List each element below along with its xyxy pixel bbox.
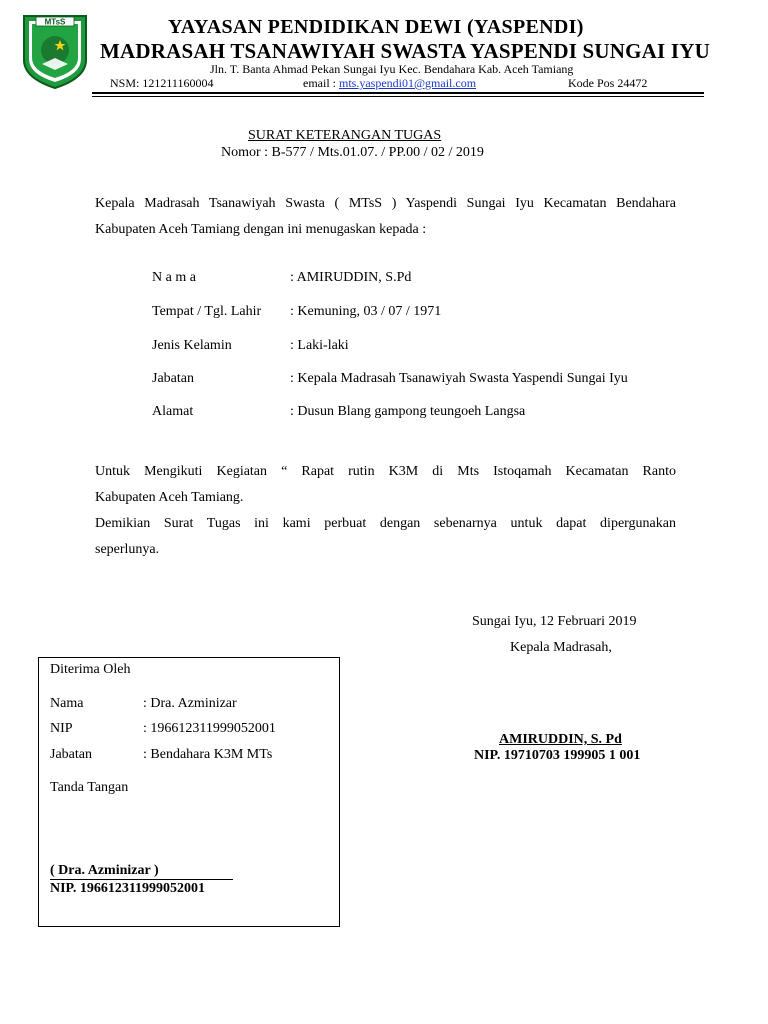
letter-number: Nomor : B-577 / Mts.01.07. / PP.00 / 02 / 2019	[221, 145, 484, 160]
field-value-gender: : Laki-laki	[290, 338, 349, 353]
field-value-name: : AMIRUDDIN, S.Pd	[290, 270, 412, 285]
place-date: Sungai Iyu, 12 Februari 2019	[472, 614, 637, 629]
header-rule-thin	[92, 96, 704, 97]
email-link[interactable]: mts.yaspendi01@gmail.com	[339, 76, 477, 90]
school-logo	[20, 12, 90, 90]
received-value-name: : Dra. Azminizar	[143, 696, 237, 711]
email-label: email :	[303, 76, 336, 90]
sign-label: Tanda Tangan	[50, 780, 129, 795]
intro-line: Kabupaten Aceh Tamiang dengan ini menugaskan kepada :	[95, 222, 427, 237]
logo-text: MTsS	[44, 17, 66, 27]
signer-name: AMIRUDDIN, S. Pd	[499, 732, 622, 747]
field-label-position: Jabatan	[152, 371, 194, 386]
field-value-birth: : Kemuning, 03 / 07 / 1971	[290, 304, 442, 319]
intro-line: Kepala Madrasah Tsanawiyah Swasta ( MTsS ) Yaspendi Sungai Iyu Kecamatan Bendahara	[95, 196, 676, 211]
intro-paragraph	[95, 191, 676, 243]
receiver-nip: NIP. 196612311999052001	[50, 881, 206, 896]
signature-line	[50, 879, 233, 880]
body-line: Untuk Mengikuti Kegiatan “ Rapat rutin K3M di Mts Istoqamah Kecamatan Ranto	[95, 464, 676, 479]
header-rule-thick	[92, 92, 704, 94]
nsm-number: NSM: 121211160004	[110, 76, 214, 90]
email-line	[303, 76, 476, 91]
foundation-name: YAYASAN PENDIDIKAN DEWI (YASPENDI)	[168, 16, 584, 38]
field-label-address: Alamat	[152, 404, 194, 419]
signer-nip: NIP. 19710703 199905 1 001	[474, 748, 641, 763]
received-title: Diterima Oleh	[50, 662, 131, 677]
field-label-gender: Jenis Kelamin	[152, 338, 232, 353]
postcode: Kode Pos 24472	[568, 76, 648, 90]
field-value-position: : Kepala Madrasah Tsanawiyah Swasta Yaspendi Sungai Iyu	[290, 371, 628, 386]
received-label-position: Jabatan	[50, 747, 92, 762]
body-line: seperlunya.	[95, 542, 160, 557]
received-value-position: : Bendahara K3M MTs	[143, 747, 273, 762]
field-value-address: : Dusun Blang gampong teungoeh Langsa	[290, 404, 526, 419]
receiver-name: ( Dra. Azminizar )	[50, 863, 159, 878]
field-label-name: N a m a	[152, 270, 196, 285]
body-line: Kabupaten Aceh Tamiang.	[95, 490, 244, 505]
body-line: Demikian Surat Tugas ini kami perbuat dengan sebenarnya untuk dapat dipergunakan	[95, 516, 676, 531]
signer-position: Kepala Madrasah,	[510, 640, 612, 655]
received-value-nip: : 196612311999052001	[143, 721, 276, 736]
received-label-nip: NIP	[50, 721, 73, 736]
received-label-name: Nama	[50, 696, 84, 711]
field-label-birth: Tempat / Tgl. Lahir	[152, 304, 262, 319]
letter-title: SURAT KETERANGAN TUGAS	[248, 128, 442, 143]
school-address: Jln. T. Banta Ahmad Pekan Sungai Iyu Kec. Bendahara Kab. Aceh Tamiang	[210, 62, 574, 76]
body-paragraph	[95, 459, 676, 563]
school-name: MADRASAH TSANAWIYAH SWASTA YASPENDI SUNGAI IYU	[100, 39, 710, 63]
